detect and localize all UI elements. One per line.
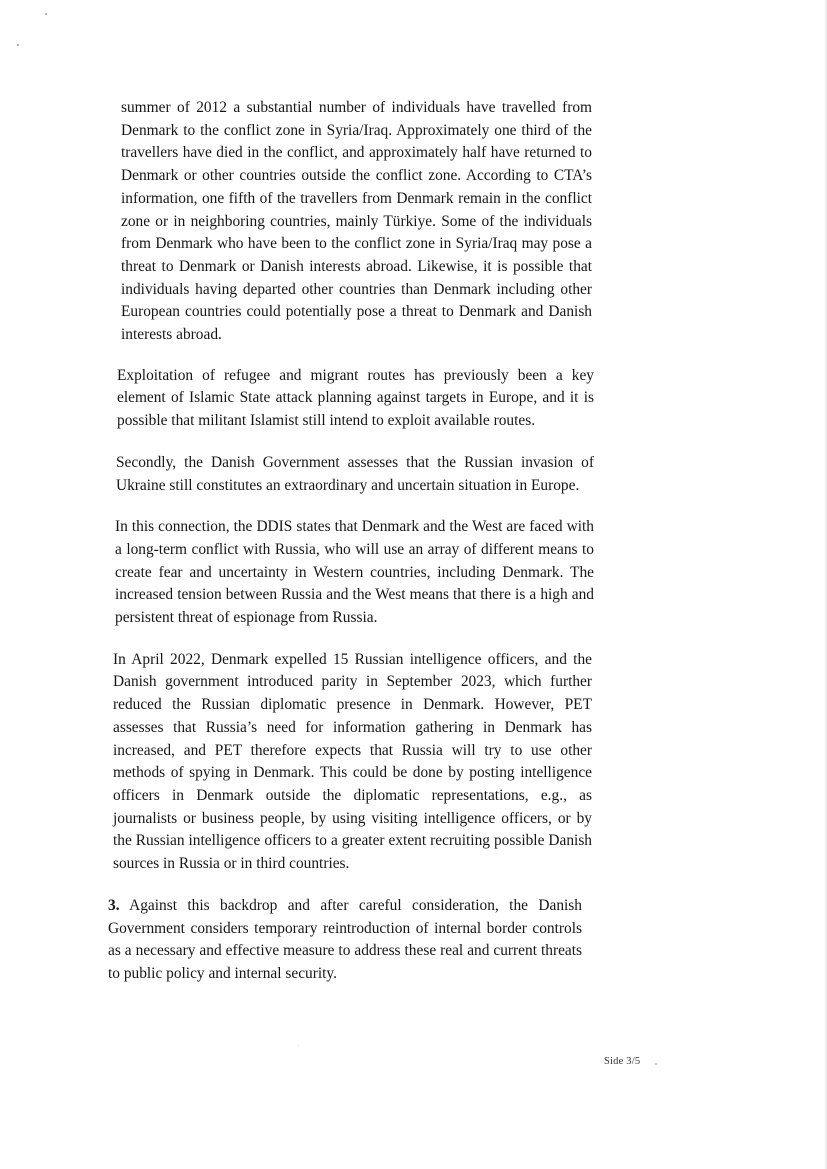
- paragraph-russian-invasion: Secondly, the Danish Government assesses that the Russian invasion of Ukraine still constitutes an extraordinary and uncertain situation in Europe.: [116, 453, 594, 494]
- paragraph-espionage: In April 2022, Denmark expelled 15 Russian intelligence officers, and the Danish government introduced parity in September 2023, which further reduced the Russian diplomatic presence in Denmark. However, PET assesses that Russia’s need for information gathering in Denmark has increased, and PET therefore expects that Russia will try to use other methods of spying in Denmark. This could be done by posting intelligence officers in Denmark outside the diplomatic representations, e.g., as journalists or business people, by using visiting intelligence officers, or by the Russian intelligence officers to a greater extent recruiting possible Danish sources in Russia or in third countries.: [113, 650, 592, 873]
- section-number: 3.: [108, 896, 120, 914]
- scan-speck: [45, 13, 47, 15]
- paragraph-migrant-routes: Exploitation of refugee and migrant routes has previously been a key element of Islamic State attack planning against targets in Europe, and it is possible that militant Islamist still intend to exploit available routes.: [117, 366, 594, 430]
- document-body: [108, 97, 593, 986]
- scan-speck: [655, 1063, 657, 1065]
- paragraph-travellers: summer of 2012 a substantial number of individuals have travelled from Denmark to the conflict zone in Syria/Iraq. Approximately one third of the travellers have died in the conflict, and approximately half have returned to Denmark or other countries outside the conflict zone. According to CTA’s information, one fifth of the travellers from Denmark remain in the conflict zone or in neighboring countries, mainly Türkiye. Some of the individuals from Denmark who have been to the conflict zone in Syria/Iraq may pose a threat to Denmark or Danish interests abroad. Likewise, it is possible that individuals having departed other countries than Denmark including other European countries could potentially pose a threat to Denmark and Danish interests abroad.: [121, 99, 592, 344]
- page-number: Side 3/5: [604, 1056, 641, 1067]
- scan-speck: [298, 1045, 299, 1046]
- paragraph-conclusion: [108, 895, 582, 986]
- scan-speck: [17, 44, 19, 46]
- paragraph-conclusion-text: Against this backdrop and after careful consideration, the Danish Government considers temporary reintroduction of internal border controls as a necessary and effective measure to address these real and current threats to public policy and internal security.: [108, 896, 582, 982]
- paragraph-ddis-conflict: In this connection, the DDIS states that Denmark and the West are faced with a long-term conflict with Russia, who will use an array of different means to create fear and uncertainty in Western countries, including Denmark. The increased tension between Russia and the West means that there is a high and persistent threat of espionage from Russia.: [115, 518, 594, 627]
